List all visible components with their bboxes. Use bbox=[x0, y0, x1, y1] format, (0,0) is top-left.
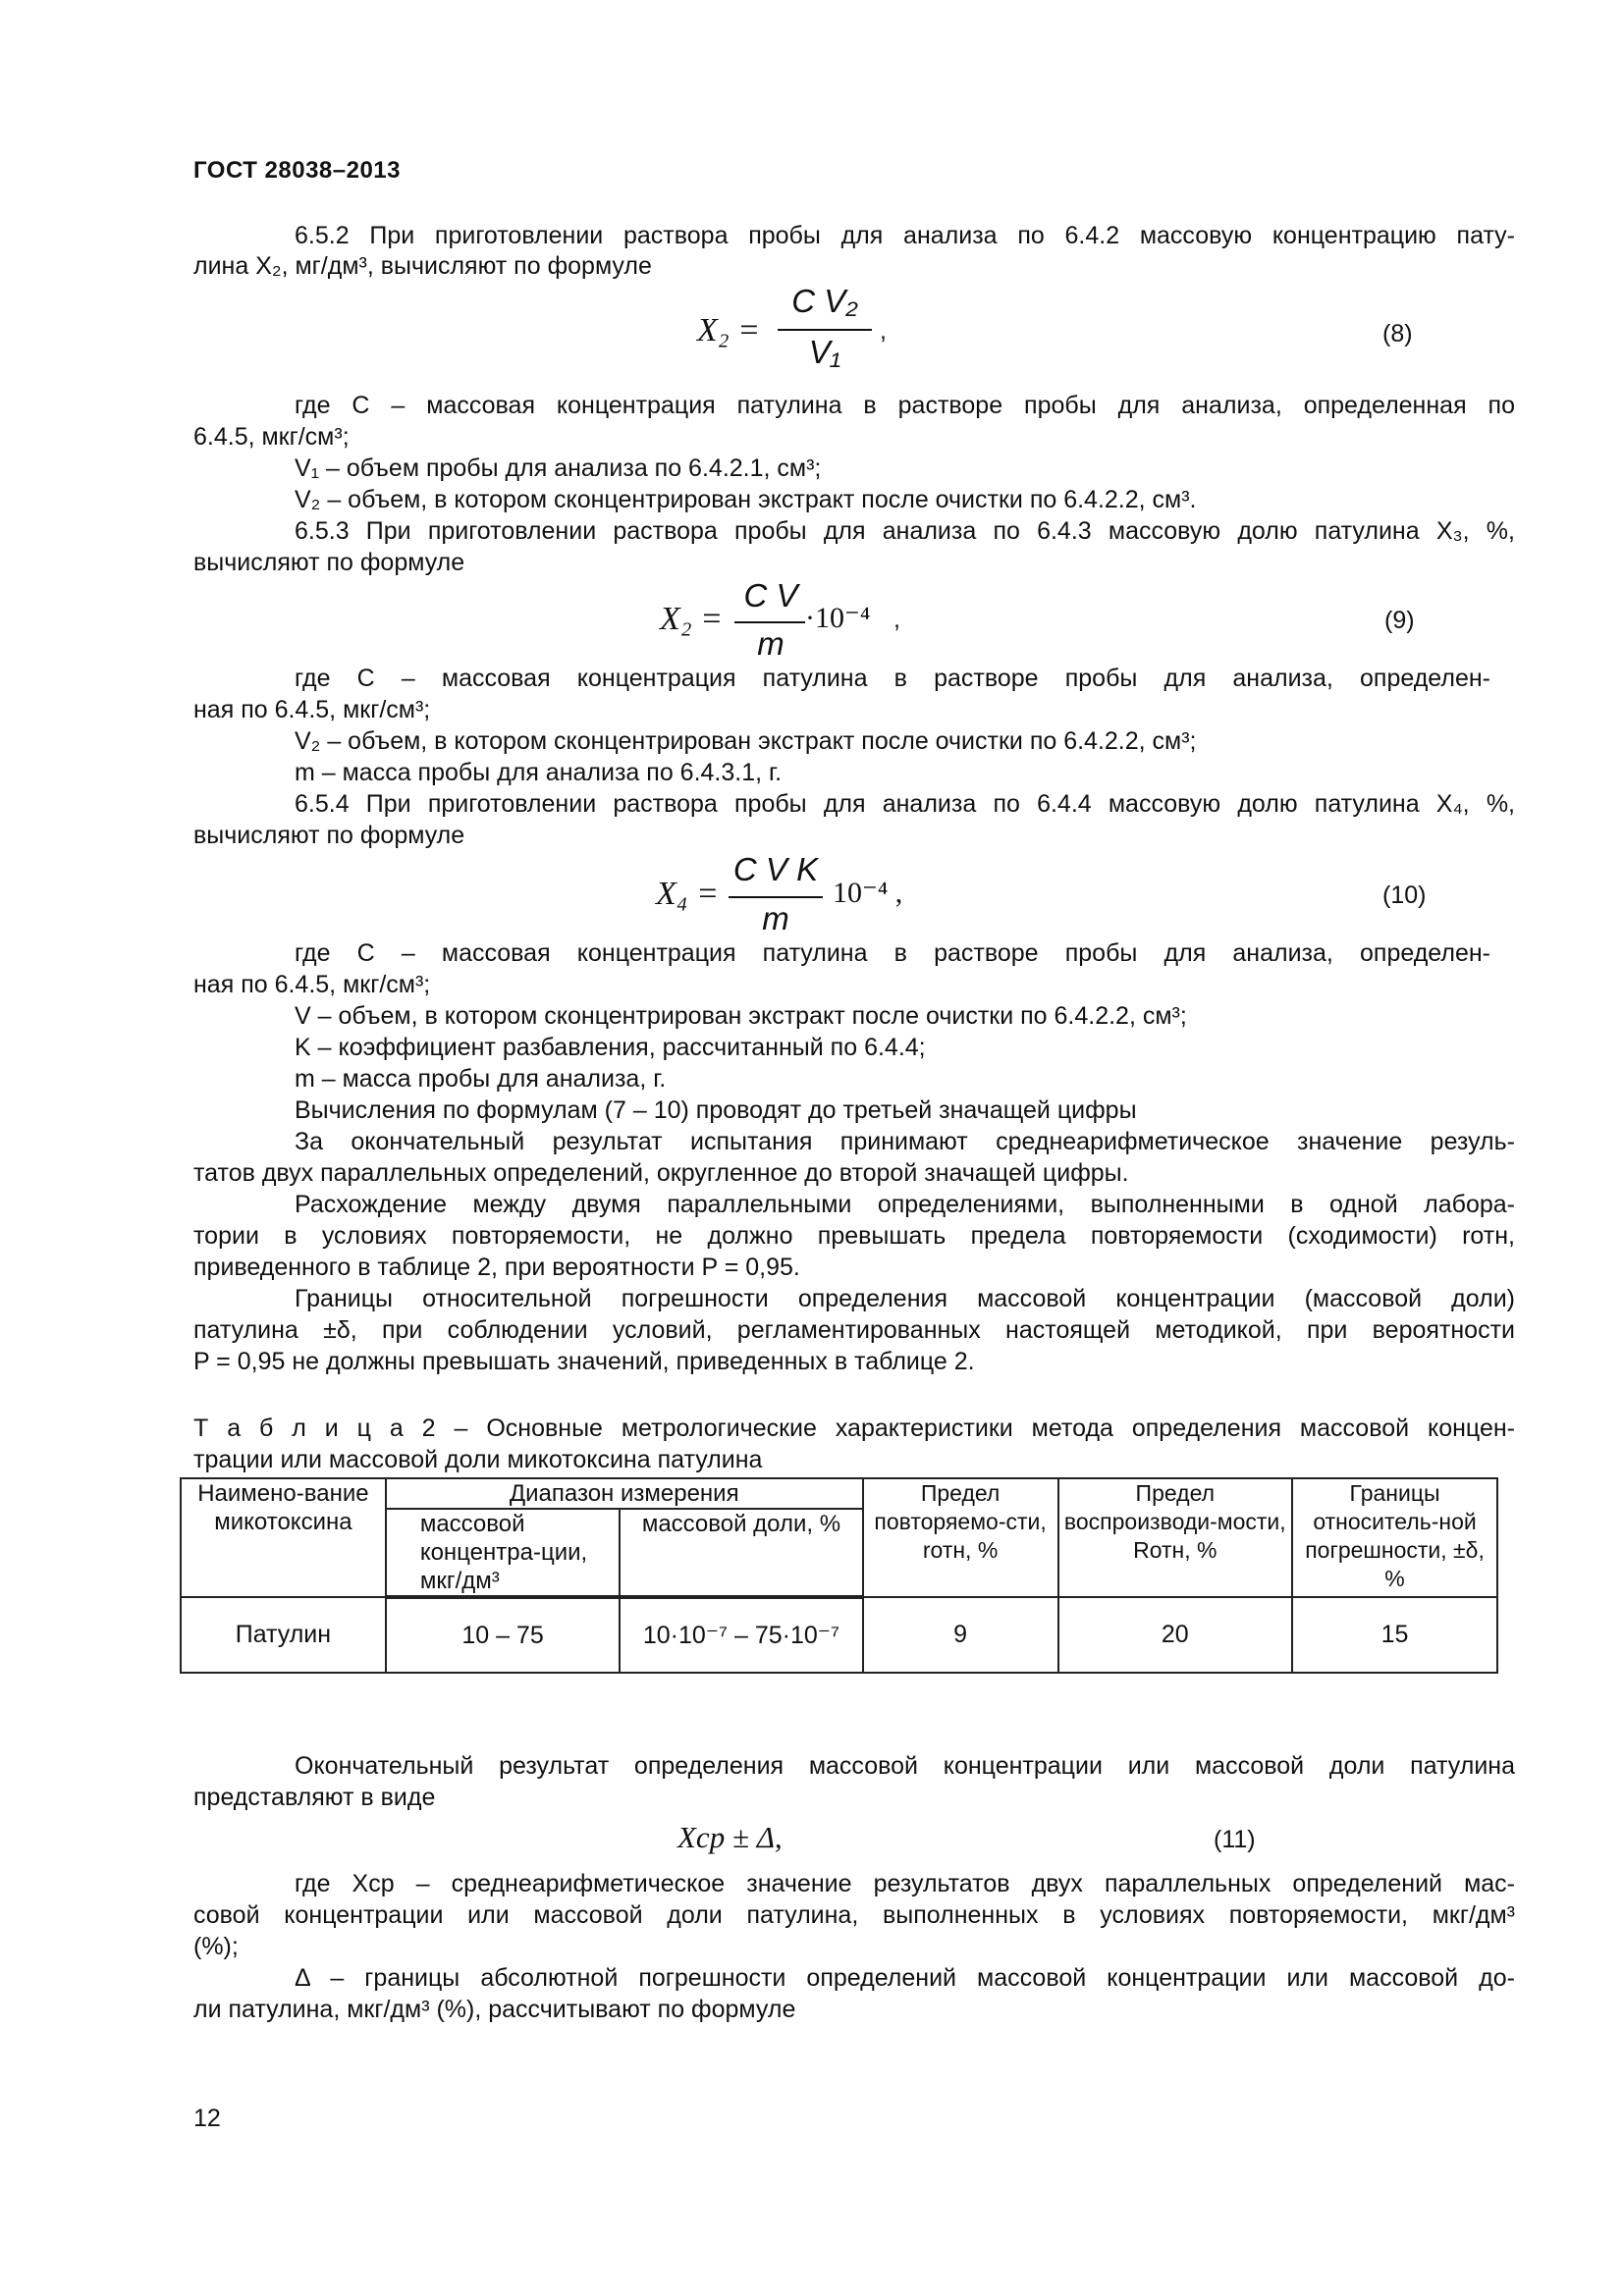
discrepancy-line3: приведенного в таблице 2, при вероятности P = 0,95. bbox=[193, 1254, 800, 1281]
bounds-line3: P = 0,95 не должны превышать значений, приведенных в таблице 2. bbox=[193, 1348, 975, 1375]
table-row bbox=[181, 1597, 1497, 1673]
bounds-line1: Границы относительной погрешности определения массовой концентрации (массовой доли) bbox=[295, 1285, 1515, 1312]
th-measurement-range: Диапазон измерения bbox=[386, 1478, 863, 1509]
cell-concentration: 10 – 75 bbox=[386, 1597, 620, 1673]
formula-8-number: (8) bbox=[1382, 320, 1413, 347]
formula-10-denominator: m bbox=[762, 900, 789, 936]
calc-precision: Вычисления по формулам (7 – 10) проводят до третьей значащей цифры bbox=[295, 1096, 1137, 1124]
th-mass-fraction: массовой доли, % bbox=[620, 1509, 862, 1597]
delta-line1: Δ – границы абсолютной погрешности определений массовой концентрации или массовой до- bbox=[295, 1964, 1515, 1992]
cell-repeatability: 9 bbox=[863, 1597, 1058, 1673]
where-9-line1: где C – массовая концентрация патулина в растворе пробы для анализа, определен- bbox=[295, 665, 1490, 692]
formula-9-multiplier: ·10⁻⁴ bbox=[805, 602, 871, 634]
table-caption-line1: Т а б л и ц а 2 – Основные метрологические характеристики метода определения массовой концен- bbox=[193, 1415, 1515, 1442]
para-6-5-2-line2: лина X₂, мг/дм³, вычисляют по формуле bbox=[193, 252, 652, 280]
where-8-v2: V₂ – объем, в котором сконцентрирован экстракт после очистки по 6.4.2.2, см³. bbox=[295, 486, 1197, 513]
th-repeatability-limit: Предел повторяемо-сти, rотн, % bbox=[863, 1478, 1058, 1597]
discrepancy-line1: Расхождение между двумя параллельными определениями, выполненными в одной лабора- bbox=[295, 1191, 1515, 1218]
table-caption-line2: трации или массовой доли микотоксина патулина bbox=[193, 1446, 763, 1473]
result-form-line1: Окончательный результат определения массовой концентрации или массовой доли патулина bbox=[295, 1752, 1515, 1780]
where-9-line2: ная по 6.4.5, мкг/см³; bbox=[193, 696, 431, 723]
where-11-line1: где Xср – среднеарифметическое значение результатов двух параллельных определений мас- bbox=[295, 1870, 1515, 1897]
table-header-row-1 bbox=[181, 1478, 1497, 1509]
cell-fraction: 10·10⁻⁷ – 75·10⁻⁷ bbox=[620, 1597, 862, 1673]
cell-reproducibility: 20 bbox=[1058, 1597, 1293, 1673]
th-mycotoxin-name: Наимено-вание микотоксина bbox=[181, 1478, 386, 1597]
para-6-5-2-line1: 6.5.2 При приготовлении раствора пробы для анализа по 6.4.2 массовую концентрацию пату- bbox=[295, 222, 1515, 249]
where-10-m: m – масса пробы для анализа, г. bbox=[295, 1065, 667, 1093]
where-8-line1: где C – массовая концентрация патулина в растворе пробы для анализа, определенная по bbox=[295, 392, 1515, 419]
para-6-5-3-line2: вычисляют по формуле bbox=[193, 549, 465, 576]
para-6-5-3-line1: 6.5.3 При приготовлении раствора пробы для анализа по 6.4.3 массовую долю патулина X₃, %, bbox=[295, 517, 1515, 545]
page-number: 12 bbox=[193, 2105, 221, 2132]
document-header: ГОСТ 28038–2013 bbox=[193, 157, 401, 184]
formula-8-denominator: V₁ bbox=[808, 334, 841, 370]
formula-9-lhs: X₂ = bbox=[660, 601, 724, 637]
th-reproducibility-limit: Предел воспроизводи-мости, Rотн, % bbox=[1058, 1478, 1293, 1597]
cell-error-bounds: 15 bbox=[1292, 1597, 1497, 1673]
result-form-line2: представляют в виде bbox=[193, 1784, 436, 1811]
formula-9-number: (9) bbox=[1384, 607, 1415, 634]
formula-8-numerator: C V₂ bbox=[791, 283, 858, 319]
formula-10-number: (10) bbox=[1382, 881, 1427, 909]
where-10-k: K – коэффициент разбавления, рассчитанный по 6.4.4; bbox=[295, 1034, 926, 1061]
bounds-line2: патулина ±δ, при соблюдении условий, регламентированных настоящей методикой, при вероятности bbox=[193, 1316, 1515, 1344]
where-9-v2: V₂ – объем, в котором сконцентрирован экстракт после очистки по 6.4.2.2, см³; bbox=[295, 727, 1197, 755]
formula-10-multiplier: 10⁻⁴ , bbox=[833, 877, 903, 909]
para-6-5-4-line1: 6.5.4 При приготовлении раствора пробы для анализа по 6.4.4 массовую долю патулина X₄, %, bbox=[295, 790, 1515, 818]
formula-9-denominator: m bbox=[757, 625, 784, 662]
formula-9-fraction-bar bbox=[734, 621, 805, 623]
where-10-line2: ная по 6.4.5, мкг/см³; bbox=[193, 971, 431, 998]
where-10-line1: где С – массовая концентрация патулина в растворе пробы для анализа, определен- bbox=[295, 939, 1490, 967]
formula-9-comma: , bbox=[893, 606, 900, 633]
formula-10-numerator: C V K bbox=[732, 851, 819, 887]
where-10-v: V – объем, в котором сконцентрирован экстракт после очистки по 6.4.2.2, см³; bbox=[295, 1002, 1187, 1030]
formula-8-comma: , bbox=[880, 317, 887, 345]
formula-8-fraction-bar bbox=[778, 329, 872, 331]
where-9-m: m – масса пробы для анализа по 6.4.3.1, г. bbox=[295, 759, 783, 786]
delta-line2: ли патулина, мкг/дм³ (%), рассчитывают по формуле bbox=[193, 1996, 796, 2023]
th-mass-concentration: массовой концентра-ции, мкг/дм³ bbox=[386, 1509, 620, 1597]
where-11-line3: (%); bbox=[193, 1933, 239, 1960]
where-11-line2: совой концентрации или массовой доли патулина, выполненных в условиях повторяемости, мкг/дм³ bbox=[193, 1901, 1515, 1929]
formula-11-number: (11) bbox=[1214, 1826, 1256, 1853]
final-result-line1: За окончательный результат испытания принимают среднеарифметическое значение резуль- bbox=[295, 1128, 1515, 1155]
formula-10-fraction-bar bbox=[729, 896, 823, 898]
where-8-line2: 6.4.5, мкг/см³; bbox=[193, 423, 350, 451]
cell-name: Патулин bbox=[181, 1597, 386, 1673]
final-result-line2: татов двух параллельных определений, округленное до второй значащей цифры. bbox=[193, 1159, 1129, 1187]
formula-11: Xср ± Δ, bbox=[677, 1820, 783, 1854]
discrepancy-line2: тории в условиях повторяемости, не должно превышать предела повторяемости (сходимости) rотн, bbox=[193, 1222, 1515, 1250]
metrology-table bbox=[180, 1477, 1498, 1674]
th-error-bounds: Границы относитель-ной погрешности, ±δ, % bbox=[1292, 1478, 1497, 1597]
formula-10-lhs: X₄ = bbox=[656, 876, 720, 912]
where-8-v1: V₁ – объем пробы для анализа по 6.4.2.1, см³; bbox=[295, 454, 822, 482]
formula-9-numerator: C V bbox=[743, 577, 798, 614]
para-6-5-4-line2: вычисляют по формуле bbox=[193, 822, 465, 849]
formula-8-lhs: X₂ = bbox=[697, 312, 761, 348]
